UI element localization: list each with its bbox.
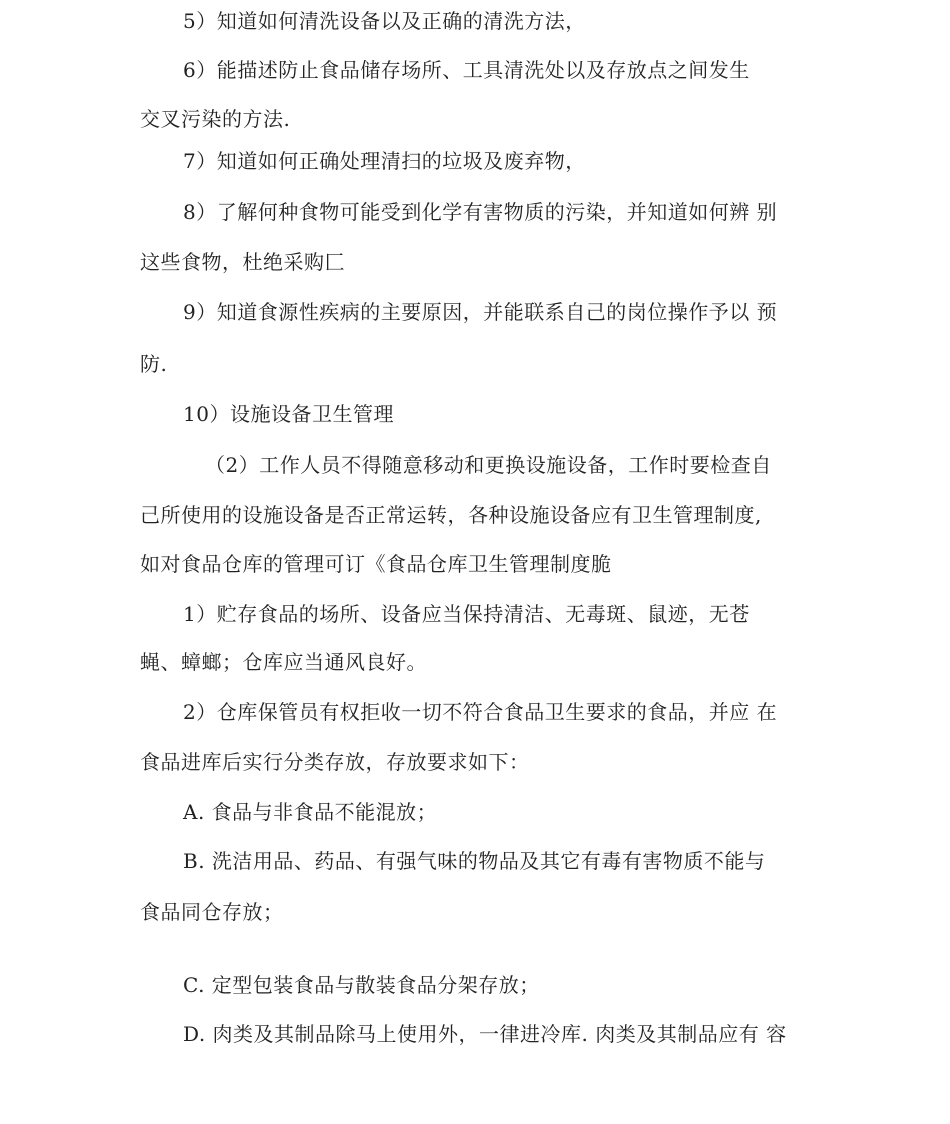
text-line: 蝇、蟑螂；仓库应当通风良好。 [140, 650, 427, 674]
text-line: C. 定型包装食品与散装食品分架存放； [183, 973, 540, 997]
text-line: 交叉污染的方法. [140, 107, 291, 131]
text-line: 如对食品仓库的管理可订《食品仓库卫生管理制度脆 [140, 552, 612, 576]
text-line: 食品进库后实行分类存放，存放要求如下： [140, 750, 530, 774]
text-line: 1）贮存食品的场所、设备应当保持清洁、无毒斑、鼠迹，无苍 [183, 602, 750, 626]
text-line: （2）工作人员不得随意移动和更换设施设备，工作时要检查自 [205, 453, 772, 477]
text-line: 食品同仓存放； [140, 900, 284, 924]
text-line: D. 肉类及其制品除马上使用外，一律进冷库. 肉类及其制品应有 容 [183, 1022, 787, 1046]
text-line: 这些食物，杜绝采购匚 [140, 250, 345, 274]
text-line: 防. [140, 352, 168, 376]
text-line: 8）了解何种食物可能受到化学有害物质的污染，并知道如何辨 别 [183, 200, 778, 224]
text-line: B. 洗洁用品、药品、有强气味的物品及其它有毒有害物质不能与 [183, 849, 766, 873]
text-line: 2）仓库保管员有权拒收一切不符合食品卫生要求的食品，并应 在 [183, 700, 778, 724]
text-line: 己所使用的设施设备是否正常运转，各种设施设备应有卫生管理制度, [140, 503, 762, 527]
text-line: 9）知道食源性疾病的主要原因，并能联系自己的岗位操作予以 预 [183, 300, 778, 324]
text-line: 6）能描述防止食品储存场所、工具清洗处以及存放点之间发生 [183, 58, 750, 82]
text-line: A. 食品与非食品不能混放； [183, 800, 438, 824]
text-line: 5）知道如何清洗设备以及正确的清洗方法， [183, 9, 586, 33]
text-line: 10）设施设备卫生管理 [183, 402, 394, 426]
text-line: 7）知道如何正确处理清扫的垃圾及废弃物， [183, 149, 586, 173]
